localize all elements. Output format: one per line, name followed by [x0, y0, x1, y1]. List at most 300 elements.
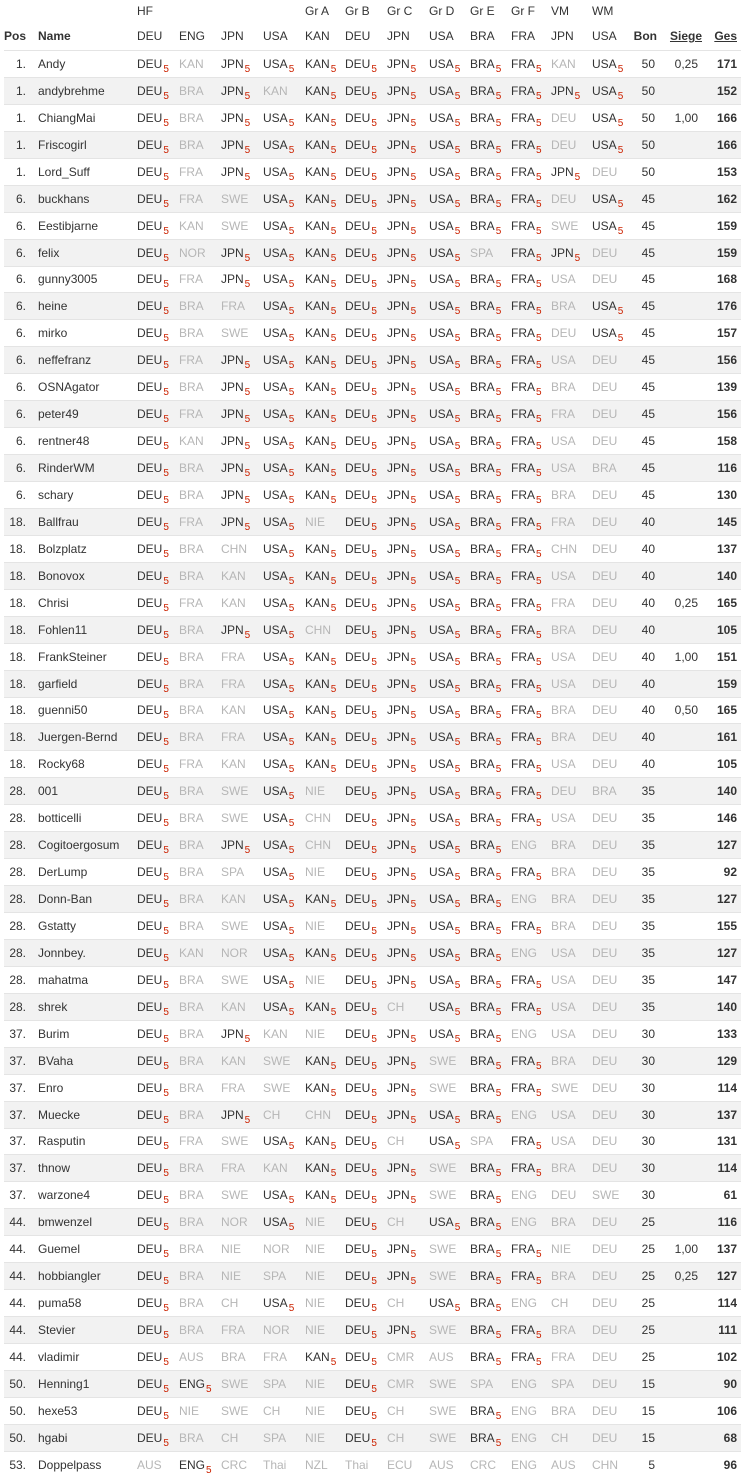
pick-correct: $BRA_5$: [470, 730, 502, 749]
table-row: [4, 913, 741, 940]
pick-correct: $JPN_5$: [551, 164, 581, 183]
pick-header: KAN: [305, 29, 330, 43]
points-subscript: 5: [163, 1087, 169, 1099]
total-points: 159: [704, 670, 741, 697]
pick-cell: [260, 993, 302, 1020]
points-subscript: 5: [617, 63, 624, 75]
rank-cell: 6.: [4, 320, 32, 347]
table-row: [4, 966, 741, 993]
pick-wrong: DEU: [592, 272, 618, 287]
pick-wrong: KAN: [221, 999, 246, 1014]
points-subscript: 5: [330, 494, 337, 506]
wins-points: [661, 616, 704, 643]
pick-cell: [589, 1263, 629, 1290]
pick-cell: [384, 1451, 426, 1477]
pick-correct: $KAN_5$: [305, 461, 337, 480]
pick-cell: [302, 670, 342, 697]
pick-cell: [467, 374, 508, 401]
pick-cell: [176, 966, 218, 993]
pick-correct: $JPN_5$: [221, 407, 251, 426]
bonus-points: 35: [629, 939, 661, 966]
wins-points: [661, 805, 704, 832]
pick-cell: [467, 1074, 508, 1101]
pick-cell: [508, 1397, 548, 1424]
pick-cell: [548, 939, 589, 966]
pick-wrong: ENG: [511, 1457, 538, 1472]
pick-header: USA: [263, 29, 288, 43]
pick-cell: [467, 670, 508, 697]
pick-cell: [508, 320, 548, 347]
pick-wrong: DEU: [592, 1134, 618, 1149]
pick-correct: $BRA_5$: [470, 865, 502, 884]
bonus-points: 25: [629, 1209, 661, 1236]
pick-cell: [548, 724, 589, 751]
pick-cell: [134, 616, 176, 643]
pick-cell: [342, 508, 384, 535]
pick-wrong: CH: [387, 1134, 405, 1149]
pick-wrong: NIE: [305, 784, 326, 799]
rank-cell: 6.: [4, 374, 32, 401]
points-subscript: 5: [163, 979, 169, 991]
pick-cell: [260, 158, 302, 185]
pick-cell: [218, 1101, 260, 1128]
pick-cell: [342, 966, 384, 993]
pick-correct: $DEU_5$: [345, 1323, 377, 1342]
points-subscript: 5: [410, 656, 417, 668]
player-name: felix: [32, 239, 134, 266]
pick-correct: $BRA_5$: [470, 434, 502, 453]
pick-correct: $BRA_5$: [470, 1188, 502, 1207]
points-subscript: 5: [330, 1060, 337, 1072]
pick-wrong: USA: [551, 461, 576, 476]
points-subscript: 5: [454, 414, 461, 426]
points-subscript: 5: [371, 1006, 377, 1018]
pick-wrong: FRA: [179, 272, 203, 287]
pick-cell: [218, 1317, 260, 1344]
points-subscript: 5: [495, 952, 502, 964]
total-points: 68: [704, 1424, 741, 1451]
pick-cell: [302, 1128, 342, 1155]
points-subscript: 5: [163, 90, 169, 102]
points-subscript: 5: [330, 899, 337, 911]
pick-header: BRA: [470, 29, 495, 43]
pick-cell: [467, 859, 508, 886]
points-subscript: 5: [454, 1222, 461, 1234]
points-subscript: 5: [330, 683, 337, 695]
pick-cell: [302, 1209, 342, 1236]
pick-cell: [384, 751, 426, 778]
pick-correct: $DEU_5$: [137, 972, 169, 991]
group-header: [176, 0, 218, 22]
points-subscript: 5: [371, 306, 377, 318]
points-subscript: 5: [330, 387, 337, 399]
pick-correct: $DEU_5$: [137, 1296, 169, 1315]
pick-header: ENG: [179, 29, 206, 43]
pick-wrong: AUS: [429, 1349, 454, 1364]
points-subscript: 5: [410, 710, 417, 722]
bonus-points: 45: [629, 239, 661, 266]
pick-cell: [176, 455, 218, 482]
pick-cell: [426, 670, 467, 697]
pick-wrong: NOR: [263, 1323, 290, 1338]
pick-cell: [548, 428, 589, 455]
pick-wrong: SWE: [592, 1188, 620, 1203]
pick-correct: $BRA_5$: [470, 137, 502, 156]
pick-wrong: NIE: [305, 1376, 326, 1391]
bonus-points: 40: [629, 616, 661, 643]
points-subscript: 5: [536, 979, 542, 991]
standings-table: [4, 0, 741, 1478]
points-subscript: 5: [371, 1303, 377, 1315]
pick-cell: [384, 1290, 426, 1317]
points-subscript: 5: [536, 144, 542, 156]
bonus-points: 30: [629, 1047, 661, 1074]
pick-cell: [260, 724, 302, 751]
pick-correct: $USA_5$: [429, 865, 461, 884]
points-subscript: 5: [371, 979, 377, 991]
rank-cell: 6.: [4, 347, 32, 374]
pick-correct: $DEU_5$: [137, 1188, 169, 1207]
pick-correct: $USA_5$: [263, 191, 295, 210]
siege-sort-link[interactable]: Siege: [669, 29, 702, 43]
pick-cell: [176, 131, 218, 158]
pick-correct: $JPN_5$: [221, 353, 251, 372]
pick-wrong: ENG: [511, 1188, 538, 1203]
points-subscript: 5: [410, 252, 417, 264]
points-subscript: 5: [410, 548, 417, 560]
pick-correct: $USA_5$: [263, 972, 295, 991]
pick-cell: [384, 1128, 426, 1155]
player-name: RinderWM: [32, 455, 134, 482]
pick-cell: [134, 266, 176, 293]
pick-cell: [302, 724, 342, 751]
rank-cell: 6.: [4, 293, 32, 320]
pick-correct: $USA_5$: [263, 865, 295, 884]
points-subscript: 5: [410, 952, 417, 964]
points-subscript: 5: [288, 171, 295, 183]
wins-points: [661, 1020, 704, 1047]
pick-cell: [302, 643, 342, 670]
points-subscript: 5: [495, 90, 502, 102]
pick-cell: [384, 913, 426, 940]
pick-wrong: BRA: [179, 1296, 204, 1311]
points-subscript: 5: [410, 225, 417, 237]
points-subscript: 5: [163, 360, 169, 372]
pick-cell: [176, 508, 218, 535]
pick-cell: [302, 697, 342, 724]
pick-cell: [589, 913, 629, 940]
pick-wrong: NIE: [305, 1430, 326, 1445]
points-subscript: 5: [454, 1303, 461, 1315]
pick-cell: [589, 347, 629, 374]
pick-cell: [467, 1263, 508, 1290]
pick-wrong: SWE: [221, 784, 249, 799]
pick-wrong: SWE: [429, 1053, 457, 1068]
points-subscript: 5: [163, 117, 169, 129]
pick-cell: [218, 1155, 260, 1182]
pick-wrong: SWE: [551, 1080, 579, 1095]
pick-correct: $JPN_5$: [221, 380, 251, 399]
pick-wrong: SPA: [470, 1376, 494, 1391]
points-subscript: 5: [163, 656, 169, 668]
pick-cell: [426, 1317, 467, 1344]
pick-correct: $JPN_5$: [387, 434, 417, 453]
pick-cell: [342, 643, 384, 670]
pick-cell: [134, 1397, 176, 1424]
pick-cell: [384, 1424, 426, 1451]
pick-cell: [589, 1344, 629, 1371]
pick-cell: [467, 589, 508, 616]
pick-cell: [589, 589, 629, 616]
pick-cell: [548, 374, 589, 401]
pick-correct: $KAN_5$: [305, 434, 337, 453]
pick-cell: [548, 805, 589, 832]
points-subscript: 5: [454, 63, 461, 75]
pick-correct: $KAN_5$: [305, 649, 337, 668]
table-row: [4, 158, 741, 185]
points-subscript: 5: [536, 171, 542, 183]
pick-cell: [176, 185, 218, 212]
points-subscript: 5: [163, 63, 169, 75]
rank-cell: 6.: [4, 185, 32, 212]
wins-points: [661, 535, 704, 562]
points-subscript: 5: [371, 1087, 377, 1099]
pick-cell: [302, 1155, 342, 1182]
pick-cell: [548, 158, 589, 185]
pick-cell: [218, 158, 260, 185]
pick-wrong: DEU: [592, 649, 618, 664]
total-points: 159: [704, 212, 741, 239]
pick-correct: $FRA_5$: [511, 784, 542, 803]
points-subscript: 5: [163, 1141, 169, 1153]
pick-correct: $KAN_5$: [305, 56, 337, 75]
pick-wrong: SWE: [221, 918, 249, 933]
pick-correct: $DEU_5$: [137, 1215, 169, 1234]
points-subscript: 5: [371, 737, 377, 749]
total-points: 102: [704, 1344, 741, 1371]
pick-cell: [134, 1155, 176, 1182]
rank-cell: 28.: [4, 832, 32, 859]
pick-wrong: DEU: [592, 1053, 618, 1068]
pick-correct: $DEU_5$: [345, 461, 377, 480]
pick-wrong: DEU: [551, 137, 577, 152]
total-points: 114: [704, 1074, 741, 1101]
pick-cell: [342, 158, 384, 185]
pick-wrong: AUS: [179, 1349, 204, 1364]
pick-cell: [218, 1424, 260, 1451]
total-points: 157: [704, 320, 741, 347]
pick-wrong: BRA: [179, 676, 204, 691]
points-subscript: 5: [288, 333, 295, 345]
pick-cell: [589, 1317, 629, 1344]
pick-cell: [176, 751, 218, 778]
pick-cell: [260, 535, 302, 562]
pick-cell: [426, 778, 467, 805]
pick-wrong: CH: [551, 1430, 569, 1445]
points-subscript: 5: [163, 952, 169, 964]
group-header: [260, 0, 302, 22]
pick-correct: $DEU_5$: [137, 191, 169, 210]
points-subscript: 5: [495, 629, 502, 641]
pick-correct: $FRA_5$: [511, 703, 542, 722]
pick-cell: [384, 104, 426, 131]
pick-wrong: BRA: [179, 326, 204, 341]
bonus-points: 5: [629, 1451, 661, 1477]
pick-correct: $USA_5$: [429, 272, 461, 291]
pick-wrong: SPA: [551, 1376, 575, 1391]
pick-correct: $BRA_5$: [470, 1053, 502, 1072]
pick-wrong: SPA: [470, 1134, 494, 1149]
group-header: Gr A: [305, 4, 330, 18]
pick-wrong: DEU: [551, 326, 577, 341]
total-points: 114: [704, 1290, 741, 1317]
rank-cell: 18.: [4, 535, 32, 562]
points-subscript: 5: [536, 1006, 542, 1018]
pick-cell: [589, 482, 629, 509]
bonus-points: 30: [629, 1074, 661, 1101]
pick-cell: [342, 51, 384, 78]
pick-cell: [176, 670, 218, 697]
pick-correct: $FRA_5$: [511, 137, 542, 156]
points-subscript: 5: [454, 1033, 461, 1045]
table-row: [4, 77, 741, 104]
pick-cell: [302, 212, 342, 239]
points-subscript: 5: [244, 387, 251, 399]
points-subscript: 5: [495, 1087, 502, 1099]
pick-wrong: BRA: [179, 83, 204, 98]
pick-cell: [548, 778, 589, 805]
pick-correct: $USA_5$: [429, 110, 461, 129]
pick-cell: [589, 1236, 629, 1263]
pick-wrong: BRA: [179, 784, 204, 799]
pick-correct: $DEU_5$: [345, 649, 377, 668]
pick-wrong: FRA: [221, 730, 245, 745]
points-subscript: 5: [454, 252, 461, 264]
pick-cell: [176, 1182, 218, 1209]
pick-correct: $KAN_5$: [305, 703, 337, 722]
points-subscript: 5: [163, 306, 169, 318]
table-row: [4, 1209, 741, 1236]
pick-cell: [260, 1209, 302, 1236]
pick-correct: $DEU_5$: [345, 56, 377, 75]
wins-points: [661, 1370, 704, 1397]
wins-points: [661, 778, 704, 805]
ges-sort-link[interactable]: Ges: [714, 29, 737, 43]
pick-cell: [467, 805, 508, 832]
pick-correct: $DEU_5$: [137, 784, 169, 803]
pick-cell: [508, 1020, 548, 1047]
wins-points: [661, 320, 704, 347]
pick-cell: [467, 1047, 508, 1074]
total-points: 133: [704, 1020, 741, 1047]
pick-wrong: BRA: [551, 918, 576, 933]
wins-points: [661, 1182, 704, 1209]
pick-correct: $USA_5$: [263, 1188, 295, 1207]
pick-cell: [260, 482, 302, 509]
pick-cell: [467, 616, 508, 643]
points-subscript: 5: [330, 1195, 337, 1207]
pick-correct: $DEU_5$: [345, 1215, 377, 1234]
pick-header: FRA: [511, 29, 535, 43]
pick-cell: [384, 966, 426, 993]
points-subscript: 5: [371, 899, 377, 911]
points-subscript: 5: [288, 63, 295, 75]
pick-cell: [548, 185, 589, 212]
pick-wrong: CH: [221, 1296, 239, 1311]
total-points: 152: [704, 77, 741, 104]
group-header: [218, 0, 260, 22]
points-subscript: 5: [330, 90, 337, 102]
pick-correct: $JPN_5$: [387, 757, 417, 776]
pick-cell: [589, 1074, 629, 1101]
pick-correct: $BRA_5$: [470, 487, 502, 506]
pick-correct: $DEU_5$: [345, 811, 377, 830]
points-subscript: 5: [163, 333, 169, 345]
pick-wrong: BRA: [179, 1269, 204, 1284]
pick-cell: [302, 1317, 342, 1344]
points-subscript: 5: [454, 845, 461, 857]
pick-cell: [134, 1128, 176, 1155]
rank-cell: 1.: [4, 104, 32, 131]
pick-correct: $FRA_5$: [511, 541, 542, 560]
pick-wrong: ENG: [511, 1403, 538, 1418]
pick-cell: [467, 1155, 508, 1182]
rank-cell: 1.: [4, 77, 32, 104]
points-subscript: 5: [410, 468, 417, 480]
pick-wrong: NIE: [221, 1269, 242, 1284]
rank-cell: 37.: [4, 1182, 32, 1209]
points-subscript: 5: [410, 1276, 417, 1288]
pick-correct: $JPN_5$: [387, 730, 417, 749]
pick-wrong: NIE: [305, 918, 326, 933]
player-name: Jonnbey.: [32, 939, 134, 966]
pick-cell: [467, 1370, 508, 1397]
pick-cell: [384, 1317, 426, 1344]
bonus-points: 15: [629, 1370, 661, 1397]
pick-wrong: SWE: [429, 1430, 457, 1445]
pick-wrong: NIE: [305, 1026, 326, 1041]
pick-cell: [176, 1290, 218, 1317]
wins-points: [661, 266, 704, 293]
bonus-points: 25: [629, 1317, 661, 1344]
pick-cell: [384, 455, 426, 482]
points-subscript: 5: [410, 441, 417, 453]
points-subscript: 5: [495, 1168, 502, 1180]
player-name: shrek: [32, 993, 134, 1020]
pick-wrong: DEU: [592, 1242, 618, 1257]
pick-cell: [548, 401, 589, 428]
pick-cell: [218, 1236, 260, 1263]
pick-cell: [467, 751, 508, 778]
pick-cell: [508, 347, 548, 374]
pick-correct: $FRA_5$: [511, 353, 542, 372]
points-subscript: 5: [495, 1060, 502, 1072]
pick-correct: $USA_5$: [263, 299, 295, 318]
table-row: [4, 455, 741, 482]
table-row: [4, 401, 741, 428]
pick-cell: [384, 77, 426, 104]
points-subscript: 5: [495, 575, 502, 587]
pick-correct: $FRA_5$: [511, 110, 542, 129]
pick-correct: $USA_5$: [429, 1215, 461, 1234]
points-subscript: 5: [371, 656, 377, 668]
table-row: [4, 1290, 741, 1317]
points-subscript: 5: [371, 521, 377, 533]
pick-cell: [589, 1370, 629, 1397]
points-subscript: 5: [454, 225, 461, 237]
pick-correct: $JPN_5$: [221, 461, 251, 480]
pick-cell: [342, 1263, 384, 1290]
